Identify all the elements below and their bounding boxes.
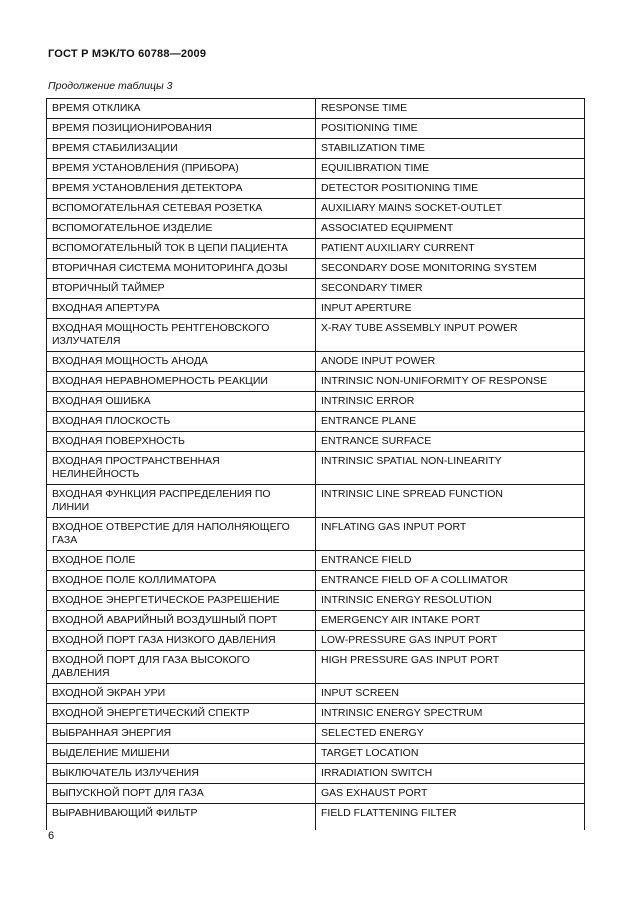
table-row — [47, 259, 585, 279]
term-english: ASSOCIATED EQUIPMENT — [316, 219, 585, 239]
term-russian: ВХОДНОЕ ОТВЕРСТИЕ ДЛЯ НАПОЛНЯЮЩЕГО ГАЗА — [47, 518, 316, 551]
term-english: IRRADIATION SWITCH — [316, 764, 585, 784]
term-russian: ВХОДНАЯ АПЕРТУРА — [47, 299, 316, 319]
table-row — [47, 684, 585, 704]
term-english: GAS EXHAUST PORT — [316, 784, 585, 804]
term-english: INTRINSIC ERROR — [316, 392, 585, 412]
table-row — [47, 432, 585, 452]
term-english: ENTRANCE PLANE — [316, 412, 585, 432]
table-row — [47, 412, 585, 432]
table-row — [47, 159, 585, 179]
table-row — [47, 392, 585, 412]
term-english: STABILIZATION TIME — [316, 139, 585, 159]
table-row — [47, 139, 585, 159]
term-english: FIELD FLATTENING FILTER — [316, 804, 585, 831]
term-english: DETECTOR POSITIONING TIME — [316, 179, 585, 199]
term-russian: ВСПОМОГАТЕЛЬНАЯ СЕТЕВАЯ РОЗЕТКА — [47, 199, 316, 219]
table-row — [47, 764, 585, 784]
table-row — [47, 99, 585, 119]
term-english: RESPONSE TIME — [316, 99, 585, 119]
table-row — [47, 651, 585, 684]
term-russian: ВХОДНАЯ ФУНКЦИЯ РАСПРЕДЕЛЕНИЯ ПО ЛИНИИ — [47, 485, 316, 518]
term-russian: ВРЕМЯ ОТКЛИКА — [47, 99, 316, 119]
term-russian: ВТОРИЧНАЯ СИСТЕМА МОНИТОРИНГА ДОЗЫ — [47, 259, 316, 279]
term-russian: ВХОДНАЯ ПЛОСКОСТЬ — [47, 412, 316, 432]
term-english: ENTRANCE SURFACE — [316, 432, 585, 452]
table-row — [47, 518, 585, 551]
term-english: AUXILIARY MAINS SOCKET-OUTLET — [316, 199, 585, 219]
term-english: TARGET LOCATION — [316, 744, 585, 764]
table-row — [47, 611, 585, 631]
table-row — [47, 199, 585, 219]
term-russian: ВСПОМОГАТЕЛЬНЫЙ ТОК В ЦЕПИ ПАЦИЕНТА — [47, 239, 316, 259]
term-russian: ВХОДНАЯ ПРОСТРАНСТВЕННАЯ НЕЛИНЕЙНОСТЬ — [47, 452, 316, 485]
term-english: INTRINSIC NON-UNIFORMITY OF RESPONSE — [316, 372, 585, 392]
table-row — [47, 804, 585, 831]
term-russian: ВХОДНАЯ МОЩНОСТЬ РЕНТГЕНОВСКОГО ИЗЛУЧАТЕЛЯ — [47, 319, 316, 352]
term-russian: ВХОДНОЙ ПОРТ ДЛЯ ГАЗА ВЫСОКОГО ДАВЛЕНИЯ — [47, 651, 316, 684]
term-english: SECONDARY TIMER — [316, 279, 585, 299]
term-russian: ВСПОМОГАТЕЛЬНОЕ ИЗДЕЛИЕ — [47, 219, 316, 239]
term-english: INPUT APERTURE — [316, 299, 585, 319]
term-russian: ВХОДНОЙ ПОРТ ГАЗА НИЗКОГО ДАВЛЕНИЯ — [47, 631, 316, 651]
term-english: INTRINSIC LINE SPREAD FUNCTION — [316, 485, 585, 518]
table-caption: Продолжение таблицы 3 — [48, 80, 173, 92]
table-row — [47, 352, 585, 372]
term-english: SELECTED ENERGY — [316, 724, 585, 744]
term-russian: ВХОДНОЕ ПОЛЕ — [47, 551, 316, 571]
term-english: POSITIONING TIME — [316, 119, 585, 139]
terms-table-body — [47, 99, 585, 831]
term-english: INPUT SCREEN — [316, 684, 585, 704]
table-row — [47, 319, 585, 352]
term-english: INTRINSIC ENERGY SPECTRUM — [316, 704, 585, 724]
table-row — [47, 179, 585, 199]
term-english: INTRINSIC ENERGY RESOLUTION — [316, 591, 585, 611]
terms-table — [46, 98, 585, 830]
term-russian: ВРЕМЯ УСТАНОВЛЕНИЯ (ПРИБОРА) — [47, 159, 316, 179]
document-header: ГОСТ Р МЭК/ТО 60788—2009 — [48, 48, 207, 60]
table-row — [47, 485, 585, 518]
table-row — [47, 724, 585, 744]
table-row — [47, 452, 585, 485]
table-row — [47, 299, 585, 319]
term-russian: ВХОДНОЙ ЭКРАН УРИ — [47, 684, 316, 704]
term-russian: ВЫКЛЮЧАТЕЛЬ ИЗЛУЧЕНИЯ — [47, 764, 316, 784]
term-english: LOW-PRESSURE GAS INPUT PORT — [316, 631, 585, 651]
term-russian: ВХОДНАЯ НЕРАВНОМЕРНОСТЬ РЕАКЦИИ — [47, 372, 316, 392]
term-english: HIGH PRESSURE GAS INPUT PORT — [316, 651, 585, 684]
term-english: INTRINSIC SPATIAL NON-LINEARITY — [316, 452, 585, 485]
term-russian: ВХОДНАЯ ПОВЕРХНОСТЬ — [47, 432, 316, 452]
table-row — [47, 571, 585, 591]
term-english: EQUILIBRATION TIME — [316, 159, 585, 179]
table-row — [47, 631, 585, 651]
table-row — [47, 704, 585, 724]
table-row — [47, 372, 585, 392]
term-russian: ВТОРИЧНЫЙ ТАЙМЕР — [47, 279, 316, 299]
term-russian: ВХОДНОЕ ЭНЕРГЕТИЧЕСКОЕ РАЗРЕШЕНИЕ — [47, 591, 316, 611]
term-english: ANODE INPUT POWER — [316, 352, 585, 372]
table-row — [47, 551, 585, 571]
term-russian: ВРЕМЯ УСТАНОВЛЕНИЯ ДЕТЕКТОРА — [47, 179, 316, 199]
term-russian: ВХОДНОЙ АВАРИЙНЫЙ ВОЗДУШНЫЙ ПОРТ — [47, 611, 316, 631]
term-russian: ВХОДНАЯ ОШИБКА — [47, 392, 316, 412]
table-row — [47, 744, 585, 764]
table-row — [47, 239, 585, 259]
term-english: SECONDARY DOSE MONITORING SYSTEM — [316, 259, 585, 279]
term-english: EMERGENCY AIR INTAKE PORT — [316, 611, 585, 631]
table-row — [47, 119, 585, 139]
table-row — [47, 784, 585, 804]
term-english: ENTRANCE FIELD OF A COLLIMATOR — [316, 571, 585, 591]
term-russian: ВХОДНАЯ МОЩНОСТЬ АНОДА — [47, 352, 316, 372]
table-row — [47, 279, 585, 299]
term-russian: ВРЕМЯ ПОЗИЦИОНИРОВАНИЯ — [47, 119, 316, 139]
term-english: PATIENT AUXILIARY CURRENT — [316, 239, 585, 259]
term-english: ENTRANCE FIELD — [316, 551, 585, 571]
term-english: INFLATING GAS INPUT PORT — [316, 518, 585, 551]
term-russian: ВЫПУСКНОЙ ПОРТ ДЛЯ ГАЗА — [47, 784, 316, 804]
term-russian: ВЫРАВНИВАЮЩИЙ ФИЛЬТР — [47, 804, 316, 831]
table-row — [47, 219, 585, 239]
term-russian: ВХОДНОЙ ЭНЕРГЕТИЧЕСКИЙ СПЕКТР — [47, 704, 316, 724]
term-russian: ВРЕМЯ СТАБИЛИЗАЦИИ — [47, 139, 316, 159]
table-row — [47, 591, 585, 611]
term-russian: ВХОДНОЕ ПОЛЕ КОЛЛИМАТОРА — [47, 571, 316, 591]
term-english: X-RAY TUBE ASSEMBLY INPUT POWER — [316, 319, 585, 352]
page-number: 6 — [48, 830, 55, 842]
term-russian: ВЫДЕЛЕНИЕ МИШЕНИ — [47, 744, 316, 764]
term-russian: ВЫБРАННАЯ ЭНЕРГИЯ — [47, 724, 316, 744]
